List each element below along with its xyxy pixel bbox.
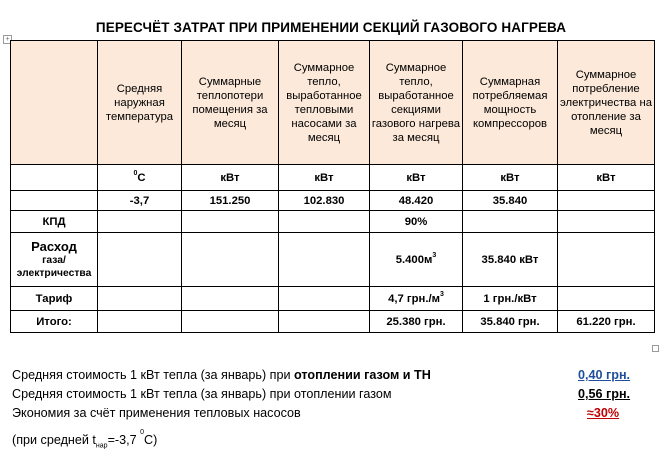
tariff-elec: 1 грн./кВт	[463, 287, 558, 311]
value-temp: -3,7	[98, 191, 182, 211]
values-blank	[11, 191, 98, 211]
unit-gas-sections: кВт	[370, 165, 463, 191]
table-move-handle-icon[interactable]: +	[3, 35, 12, 44]
total-gas: 25.380 грн.	[370, 311, 463, 333]
units-blank	[11, 165, 98, 191]
consumption-gas-cubed: 3	[432, 251, 437, 259]
header-heat-pumps: Суммарное тепло, выработанное тепловыми насосами за месяц	[279, 41, 370, 165]
kpd-value: 90%	[370, 211, 463, 233]
footnote-suffix: С)	[144, 433, 158, 447]
unit-heat-pumps: кВт	[279, 165, 370, 191]
summary-line-3	[12, 406, 301, 420]
footnote-degree: 0	[140, 429, 145, 436]
total-empty-1	[98, 311, 182, 333]
kpd-empty-2	[182, 211, 279, 233]
consumption-elec: 35.840 кВт	[463, 233, 558, 287]
tariff-empty-1	[98, 287, 182, 311]
consumption-label-main: Расход	[31, 238, 77, 254]
summary-3-text: Экономия за счёт применения тепловых насосов	[12, 406, 301, 420]
value-heat-loss: 151.250	[182, 191, 279, 211]
unit-temp-letter: С	[137, 171, 146, 184]
total-row	[11, 311, 655, 333]
summary-3-value: ≈30%	[587, 406, 620, 420]
unit-compressor: кВт	[463, 165, 558, 191]
consumption-empty-3	[279, 233, 370, 287]
total-empty-3	[279, 311, 370, 333]
kpd-label: КПД	[11, 211, 98, 233]
consumption-gas	[370, 233, 463, 287]
header-compressor-power: Суммарная потребляемая мощность компрессоров	[463, 41, 558, 165]
tariff-empty-2	[182, 287, 279, 311]
values-row	[11, 191, 655, 211]
value-heat-pumps: 102.830	[279, 191, 370, 211]
unit-electricity: кВт	[558, 165, 655, 191]
summary-1-bold: отоплении газом и ТН	[294, 368, 431, 382]
units-row	[11, 165, 655, 191]
summary-line-2	[12, 387, 392, 401]
tariff-gas-value: 4,7 грн./м	[388, 292, 440, 305]
kpd-empty-5	[463, 211, 558, 233]
consumption-label	[11, 233, 98, 287]
tariff-row	[11, 287, 655, 311]
footnote-middle: =-3,7	[107, 433, 141, 447]
consumption-empty-2	[182, 233, 279, 287]
unit-temp	[98, 165, 182, 191]
total-label: Итого:	[11, 311, 98, 333]
footnote	[12, 429, 158, 450]
footnote-sub: нар	[95, 442, 108, 450]
header-avg-temp: Средняя наружная температура	[98, 41, 182, 165]
footnote-prefix: (при средней t	[12, 433, 96, 447]
page-title: ПЕРЕСЧЁТ ЗАТРАТ ПРИ ПРИМЕНЕНИИ СЕКЦИЙ ГАЗОВОГО НАГРЕВА	[95, 20, 567, 35]
consumption-label-sub: газа/электричества	[16, 254, 92, 279]
consumption-empty-1	[98, 233, 182, 287]
unit-temp-degree: 0	[133, 169, 138, 177]
total-sum: 61.220 грн.	[558, 311, 655, 333]
tariff-label: Тариф	[11, 287, 98, 311]
cost-table	[10, 40, 655, 333]
value-gas-sections: 48.420	[370, 191, 463, 211]
value-electricity	[558, 191, 655, 211]
unit-heat-loss: кВт	[182, 165, 279, 191]
tariff-gas	[370, 287, 463, 311]
kpd-empty-1	[98, 211, 182, 233]
header-electricity-total: Суммарное потребление электричества на отопление за месяц	[558, 41, 655, 165]
summary-1-text: Средняя стоимость 1 кВт тепла (за январь) при	[12, 368, 294, 382]
kpd-empty-6	[558, 211, 655, 233]
consumption-row	[11, 233, 655, 287]
header-heat-loss: Суммарные теплопотери помещения за месяц	[182, 41, 279, 165]
header-row	[11, 41, 655, 165]
consumption-empty-6	[558, 233, 655, 287]
total-empty-2	[182, 311, 279, 333]
header-gas-sections: Суммарное тепло, выработанное секциями газового нагрева за месяц	[370, 41, 463, 165]
tariff-empty-6	[558, 287, 655, 311]
kpd-row	[11, 211, 655, 233]
summary-2-value: 0,56 грн.	[578, 387, 631, 401]
kpd-empty-3	[279, 211, 370, 233]
value-compressor: 35.840	[463, 191, 558, 211]
consumption-gas-value: 5.400м	[395, 253, 433, 266]
tariff-gas-cubed: 3	[440, 290, 444, 298]
table-resize-handle[interactable]	[652, 345, 659, 352]
header-corner-cell	[11, 41, 98, 165]
total-elec: 35.840 грн.	[463, 311, 558, 333]
summary-2-text: Средняя стоимость 1 кВт тепла (за январь) при отоплении газом	[12, 387, 392, 401]
summary-line-1	[12, 368, 431, 382]
summary-1-value: 0,40 грн.	[578, 368, 631, 382]
tariff-empty-3	[279, 287, 370, 311]
